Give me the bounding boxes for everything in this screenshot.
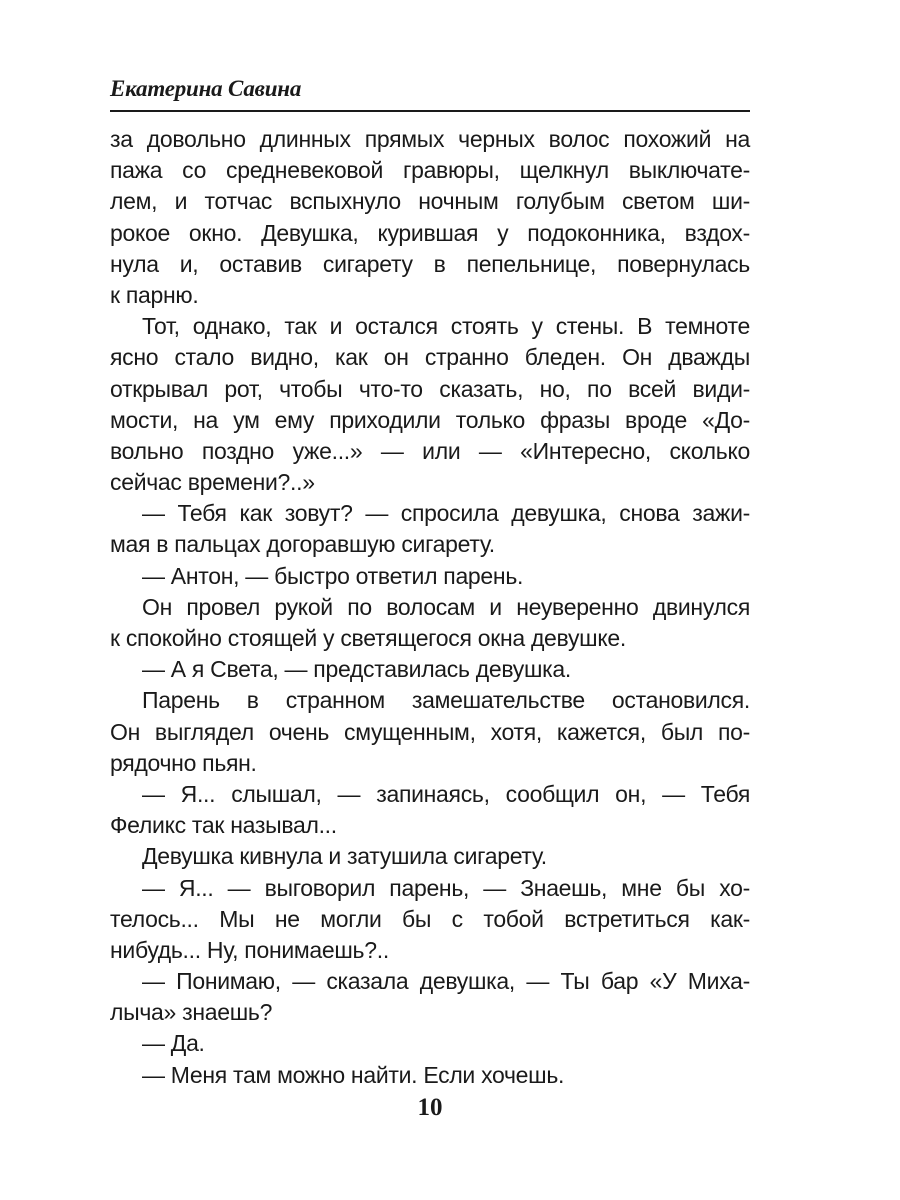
text-line: — Понимаю, — сказала девушка, — Ты бар «У Миха- [142, 968, 750, 995]
body-text [110, 124, 750, 1091]
text-line: нибудь... Ну, понимаешь?.. [110, 936, 389, 963]
text-line: — Да. [142, 1030, 205, 1057]
text-line: открывал рот, чтобы что-то сказать, но, по всей види- [110, 375, 750, 402]
text-line: Он провел рукой по волосам и неуверенно двинулся [142, 593, 750, 620]
text-line: нула и, оставив сигарету в пепельнице, повернулась [110, 250, 750, 277]
text-line: — Я... слышал, — запинаясь, сообщил он, — Тебя [142, 780, 750, 807]
header-rule-divider [110, 110, 750, 112]
text-line: лыча» знаешь? [110, 999, 273, 1026]
text-line: рокое окно. Девушка, курившая у подоконника, вздох- [110, 219, 750, 246]
text-line: за довольно длинных прямых черных волос похожий на [110, 126, 750, 152]
text-line: мая в пальцах догоравшую сигарету. [110, 531, 495, 558]
text-line: Девушка кивнула и затушила сигарету. [142, 843, 547, 870]
text-line: рядочно пьян. [110, 749, 257, 776]
text-line: Тот, однако, так и остался стоять у стены. В темноте [142, 313, 750, 340]
text-line: мости, на ум ему приходили только фразы вроде «До- [110, 406, 750, 433]
text-line: сейчас времени?..» [110, 469, 315, 496]
text-line: Он выглядел очень смущенным, хотя, кажется, был по- [110, 718, 750, 745]
text-line: ясно стало видно, как он странно бледен. Он дважды [110, 344, 750, 371]
text-line: вольно поздно уже...» — или — «Интересно, сколько [110, 437, 750, 464]
text-line: — А я Света, — представилась девушка. [142, 656, 572, 683]
text-line: пажа со средневековой гравюры, щелкнул выключате- [110, 157, 750, 184]
text-line: к парню. [110, 281, 199, 308]
text-line: — Тебя как зовут? — спросила девушка, снова зажи- [142, 500, 750, 527]
text-line: к спокойно стоящей у светящегося окна девушке. [110, 625, 626, 651]
running-head-author: Екатерина Савина [110, 76, 302, 101]
text-line: Парень в странном замешательстве остановился. [142, 687, 750, 714]
text-line: лем, и тотчас вспыхнуло ночным голубым светом ши- [110, 188, 750, 215]
text-line: — Антон, — быстро ответил парень. [142, 562, 524, 589]
page-number: 10 [417, 1094, 443, 1121]
text-line: Феликс так называл... [110, 812, 337, 839]
text-line: — Меня там можно найти. Если хочешь. [142, 1061, 565, 1088]
book-page [110, 0, 750, 1200]
text-line: — Я... — выговорил парень, — Знаешь, мне бы хо- [142, 874, 750, 901]
text-line: телось... Мы не могли бы с тобой встретиться как- [110, 905, 750, 932]
